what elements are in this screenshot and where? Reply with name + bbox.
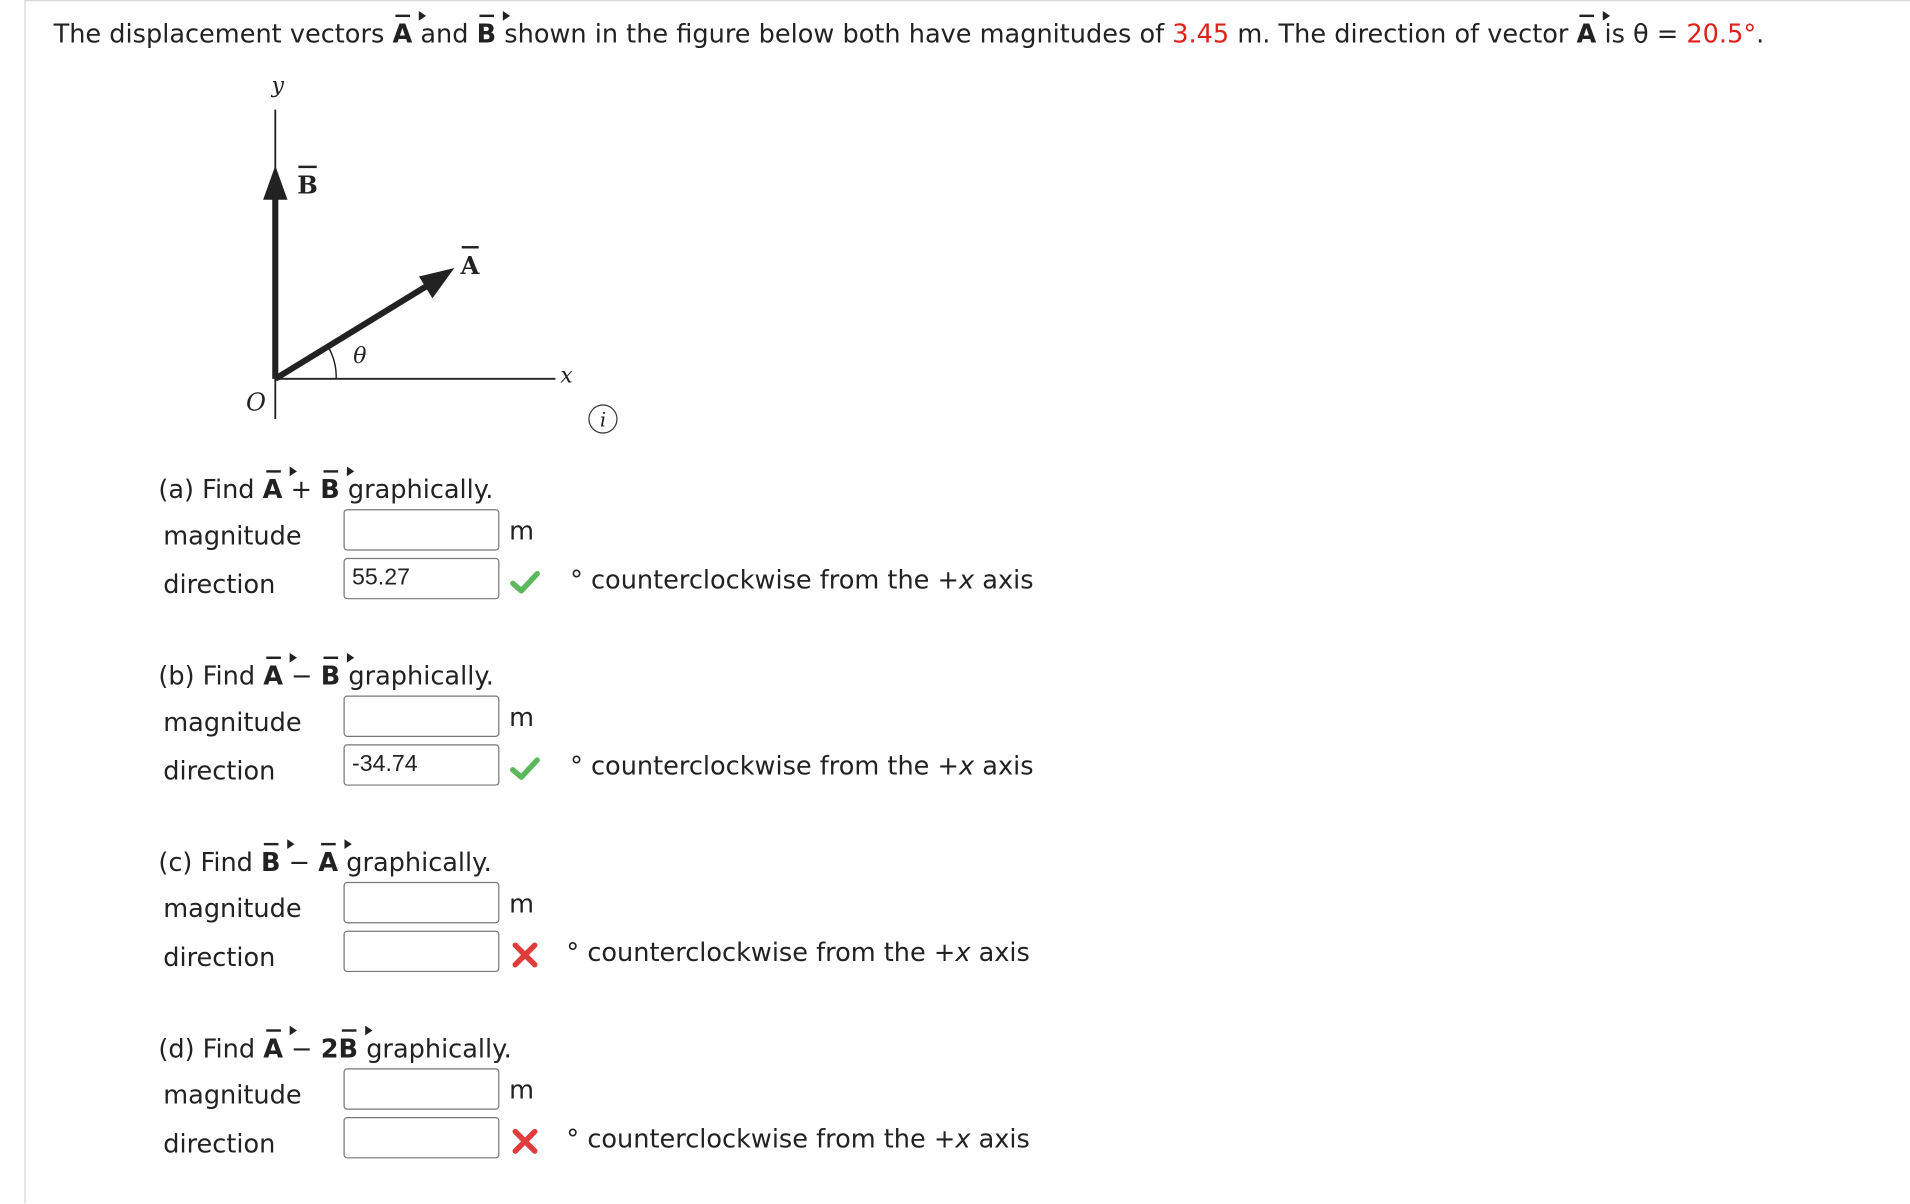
vector-a-symbol: A [392, 19, 413, 49]
direction-label: direction [163, 756, 276, 786]
vector-a-label: A [460, 250, 480, 281]
vector-a-symbol: A [1576, 19, 1597, 49]
part-title: (d) Find A − 2B graphically. [158, 1034, 512, 1064]
direction-row [158, 936, 1030, 985]
part-title: (a) Find A + B graphically. [158, 475, 494, 505]
theta-arc [328, 346, 337, 379]
magnitude-input[interactable] [344, 882, 500, 923]
direction-row [158, 563, 1034, 612]
part-b [158, 661, 1034, 797]
part-title: (b) Find A − B graphically. [158, 661, 494, 691]
magnitude-label: magnitude [163, 894, 302, 924]
left-rule [24, 0, 25, 1203]
magnitude-value: 3.45 [1172, 19, 1230, 49]
unit-label: m [509, 516, 535, 546]
part-c [158, 847, 1030, 984]
direction-row [158, 749, 1034, 798]
vector-a-arrowhead [419, 268, 454, 298]
magnitude-input[interactable] [344, 509, 500, 550]
origin-label: O [246, 387, 267, 417]
direction-unit: ° counterclockwise from the +x axis [566, 1124, 1030, 1154]
unit-label: m [509, 702, 535, 733]
direction-input[interactable] [344, 744, 500, 785]
direction-unit: ° counterclockwise from the +x axis [570, 751, 1034, 781]
part-a [158, 475, 1034, 611]
magnitude-input[interactable] [344, 1068, 500, 1109]
problem-statement: The displacement vectors A and B shown in the figure below both have magnitudes of 3.45 m. The direction of vector A is θ = 20.5°. [53, 19, 1765, 49]
magnitude-row [158, 700, 535, 749]
direction-input[interactable] [344, 558, 500, 599]
direction-label: direction [163, 570, 276, 600]
check-icon [509, 568, 541, 597]
magnitude-label: magnitude [163, 1080, 302, 1110]
magnitude-label: magnitude [163, 521, 302, 551]
x-mark-icon [509, 1127, 541, 1156]
direction-unit: ° counterclockwise from the +x axis [570, 565, 1034, 595]
part-title: (c) Find B − A graphically. [158, 847, 492, 878]
x-mark-icon [509, 940, 541, 969]
magnitude-row [158, 1073, 535, 1122]
x-axis-label: x [560, 362, 573, 389]
y-axis-label: y [271, 73, 285, 99]
vector-figure [231, 73, 596, 438]
direction-unit: ° counterclockwise from the +x axis [566, 937, 1030, 968]
theta-value: 20.5° [1686, 19, 1757, 49]
vector-diagram [231, 73, 596, 438]
vector-b-arrowhead [263, 166, 287, 200]
magnitude-label: magnitude [163, 707, 302, 737]
magnitude-row [158, 514, 535, 563]
magnitude-row [158, 887, 535, 936]
unit-label: m [509, 889, 535, 919]
check-icon [509, 754, 541, 783]
vector-b-label: B [297, 170, 318, 200]
direction-input[interactable] [344, 931, 500, 972]
part-d [158, 1034, 1030, 1170]
info-icon[interactable]: i [588, 404, 617, 433]
unit-label: m [509, 1075, 535, 1105]
vector-a-shaft [275, 286, 426, 379]
theta-label: θ [353, 343, 367, 370]
direction-row [158, 1122, 1030, 1171]
top-rule [24, 0, 1910, 1]
direction-label: direction [163, 1129, 276, 1159]
vector-b-symbol: B [476, 19, 497, 49]
direction-input[interactable] [344, 1117, 500, 1158]
direction-label: direction [163, 942, 276, 973]
magnitude-input[interactable] [344, 696, 500, 737]
